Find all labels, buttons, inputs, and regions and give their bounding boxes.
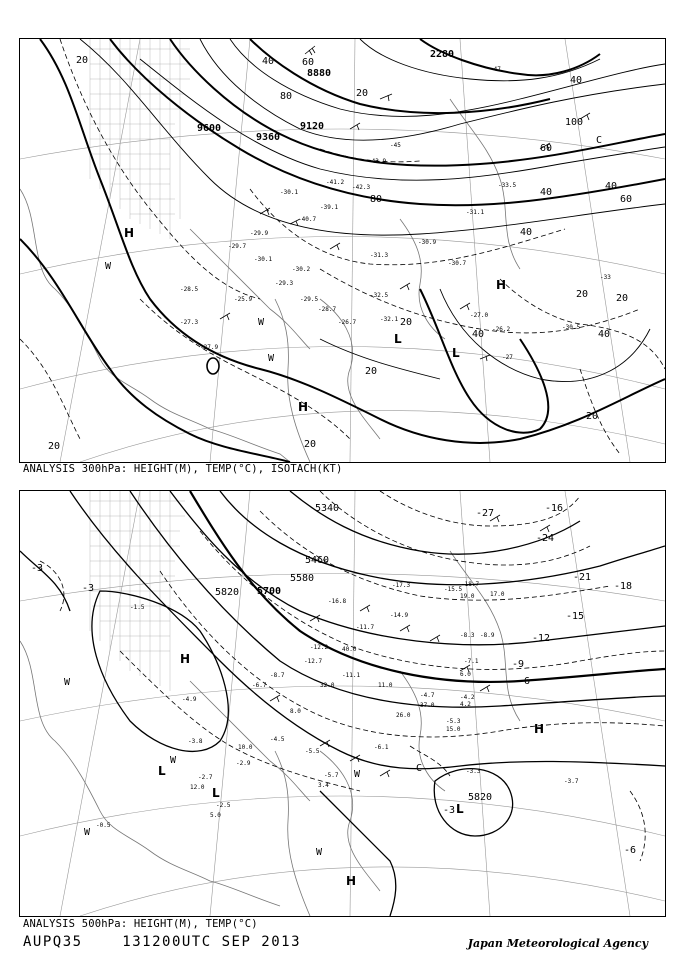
high-center: H <box>180 652 191 666</box>
temp-value: 8.0 <box>290 708 301 715</box>
temp-value: -42.3 <box>352 184 371 191</box>
isotach-label: 40 <box>520 227 533 238</box>
height-label: 5580 <box>290 573 315 584</box>
temp-value: -29.3 <box>275 280 294 287</box>
low-center: L <box>456 802 464 816</box>
height-label: 2280 <box>430 49 455 60</box>
temp-value: -2.9 <box>236 760 251 767</box>
temp-value: 17.0 <box>490 591 505 598</box>
temp-value: -12.2 <box>310 644 329 651</box>
height-contours <box>20 39 665 462</box>
isotach-label: 20 <box>576 289 589 300</box>
chart-code: AUPQ35 <box>23 934 83 950</box>
warm-center: W <box>354 769 361 780</box>
cold-center: C <box>596 135 603 146</box>
isotherm-label: -12 <box>532 633 551 644</box>
temp-value: -6.7 <box>252 682 267 689</box>
temp-value: -0.5 <box>96 822 111 829</box>
temp-value: -33.5 <box>498 182 517 189</box>
map-500hpa-canvas <box>20 491 665 916</box>
caption-300hpa: ANALYSIS 300hPa: HEIGHT(M), TEMP(°C), ISOTACH(KT) <box>23 463 343 475</box>
height-label: 9360 <box>256 132 281 143</box>
isotach-label: 20 <box>76 55 89 66</box>
temp-value: -6.1 <box>374 744 389 751</box>
temp-value: -7.1 <box>464 658 479 665</box>
temp-value: -43.9 <box>368 158 387 165</box>
temp-value: -5.7 <box>324 772 339 779</box>
isotherm-lines <box>20 39 665 454</box>
isotherm-label: -6 <box>518 676 531 687</box>
temp-value: -30.1 <box>280 189 299 196</box>
valid-time: 131200UTC SEP 2013 <box>122 934 302 950</box>
temp-value: -30.7 <box>448 260 467 267</box>
isotach-label: 80 <box>280 91 293 102</box>
temp-value: -11.7 <box>356 624 375 631</box>
temp-value: -45 <box>390 142 401 149</box>
temp-value: -26.7 <box>338 319 357 326</box>
temp-value: -29.5 <box>300 296 319 303</box>
temp-value: -16.8 <box>328 598 347 605</box>
height-label: 9120 <box>300 121 325 132</box>
agency-name: Japan Meteorological Agency <box>467 937 648 950</box>
temp-value: -26.2 <box>492 326 511 333</box>
temp-value: -4.5 <box>270 736 285 743</box>
high-center: H <box>346 874 357 888</box>
temp-value: -12.7 <box>304 658 323 665</box>
isotach-label: 20 <box>586 411 599 422</box>
temp-value: -28.7 <box>318 306 337 313</box>
isotach-label: 80 <box>370 194 383 205</box>
temp-value: 6.0 <box>460 671 471 678</box>
temp-value: -3.8 <box>188 738 203 745</box>
isotach-label: 40 <box>540 187 553 198</box>
caption-500hpa: ANALYSIS 500hPa: HEIGHT(M), TEMP(°C) <box>23 918 258 930</box>
warm-center: W <box>316 847 323 858</box>
temp-value: -47 <box>490 66 501 73</box>
temp-value: -27 <box>502 354 513 361</box>
temp-value: -31.3 <box>370 252 389 259</box>
temp-value: 32.0 <box>320 682 335 689</box>
high-center: H <box>496 278 507 292</box>
temp-value: -30.2 <box>292 266 311 273</box>
temp-value: -27.9 <box>200 344 219 351</box>
temp-value: -8.9 <box>480 632 495 639</box>
height-label: 5700 <box>257 586 282 597</box>
height-label: 5820 <box>468 792 493 803</box>
isotach-label: 20 <box>48 441 61 452</box>
low-center: L <box>452 346 460 360</box>
chart-identifier <box>23 934 301 950</box>
height-label: 5460 <box>305 555 330 566</box>
temp-value: -2.5 <box>216 802 231 809</box>
isotherm-label: -18 <box>614 581 633 592</box>
height-label: 9600 <box>197 123 222 134</box>
temp-value: 12.0 <box>190 784 205 791</box>
coastline <box>20 99 520 462</box>
temp-value: -5.3 <box>446 718 461 725</box>
temp-value: -32.1 <box>380 316 399 323</box>
isotach-label: 20 <box>304 439 317 450</box>
temp-value: 19.0 <box>460 593 475 600</box>
map-500hpa <box>19 490 666 917</box>
temp-value: -1.5 <box>130 604 145 611</box>
temp-value: -27.0 <box>470 312 489 319</box>
temp-value: -39.1 <box>320 204 339 211</box>
temp-value: 37.0 <box>420 702 435 709</box>
temp-value: -33 <box>600 274 611 281</box>
temp-value: -25.9 <box>234 296 253 303</box>
isotherm-label: -15 <box>566 611 585 622</box>
map-300hpa-canvas <box>20 39 665 462</box>
isotach-label: 20 <box>356 88 369 99</box>
isotherm-label: -27 <box>476 508 495 519</box>
isotach-label: 60 <box>620 194 633 205</box>
isotherm-label: -16 <box>545 503 564 514</box>
warm-center: W <box>84 827 91 838</box>
isotach-label: 40 <box>472 329 485 340</box>
temp-value: 15.0 <box>446 726 461 733</box>
graticule <box>20 39 665 462</box>
low-center: L <box>212 786 220 800</box>
temp-value: -4.2 <box>460 694 475 701</box>
temp-value: -3.3 <box>466 768 481 775</box>
isotherm-label: -3 <box>31 563 44 574</box>
temp-value: -2.7 <box>198 774 213 781</box>
temp-value: -27.3 <box>180 319 199 326</box>
warm-center: W <box>170 755 177 766</box>
temp-value: 26.0 <box>396 712 411 719</box>
temp-value: -17.3 <box>392 582 411 589</box>
high-center: H <box>298 400 309 414</box>
low-center: L <box>394 332 402 346</box>
isotherm-label: -3 <box>82 583 95 594</box>
temp-value: -28.5 <box>180 286 199 293</box>
isotherm-label: -9 <box>512 659 525 670</box>
isotach-label: 100 <box>565 117 584 128</box>
temp-value: 3.4 <box>318 782 329 789</box>
temp-value: -29.9 <box>250 230 269 237</box>
isotach-label: 40 <box>598 329 611 340</box>
terrain-hatch <box>90 39 190 239</box>
temp-value: -30.5 <box>562 324 581 331</box>
high-center: H <box>534 722 545 736</box>
temp-value: -3.7 <box>564 778 579 785</box>
isotach-label: 20 <box>365 366 378 377</box>
isotherm-label: -6 <box>624 845 637 856</box>
height-label: 5340 <box>315 503 340 514</box>
temp-value: -15.5 <box>444 586 463 593</box>
temp-value: -30.9 <box>418 239 437 246</box>
isotherm-label: -24 <box>536 533 555 544</box>
temp-value: -40.7 <box>298 216 317 223</box>
isotherm-label: -3 <box>443 805 456 816</box>
temp-value: 40.0 <box>342 646 357 653</box>
closed-contour <box>207 358 219 374</box>
temp-value: 5.0 <box>210 812 221 819</box>
warm-center: W <box>268 353 275 364</box>
temp-value: -14.9 <box>390 612 409 619</box>
temp-value: -30.1 <box>254 256 273 263</box>
warm-center: W <box>105 261 112 272</box>
height-label: 8880 <box>307 68 332 79</box>
temp-value: -18.7 <box>461 581 480 588</box>
temp-value: -4.7 <box>420 692 435 699</box>
height-labels <box>215 503 495 803</box>
temp-value: -32.5 <box>370 292 389 299</box>
isotach-label: 20 <box>400 317 413 328</box>
isotach-label: 60 <box>540 143 553 154</box>
low-center: L <box>158 764 166 778</box>
height-label: 5820 <box>215 587 240 598</box>
high-center: H <box>124 226 135 240</box>
temp-value: -29.7 <box>228 243 247 250</box>
isotach-label: 60 <box>302 57 315 68</box>
temp-value: -41.2 <box>326 179 345 186</box>
isotach-label: 40 <box>570 75 583 86</box>
temp-value: -31.1 <box>466 209 485 216</box>
warm-center: W <box>64 677 71 688</box>
temp-value: -11.1 <box>342 672 361 679</box>
temp-value: 11.0 <box>378 682 393 689</box>
temp-value: -5.5 <box>305 748 320 755</box>
isotach-label: 40 <box>605 181 618 192</box>
temp-value: -8.7 <box>270 672 285 679</box>
isotherm-label: -21 <box>573 572 592 583</box>
temp-value: -8.3 <box>460 632 475 639</box>
temp-value: 10.0 <box>238 744 253 751</box>
cold-center: C <box>416 763 423 774</box>
isotach-label: 40 <box>262 56 275 67</box>
warm-center: W <box>258 317 265 328</box>
temp-value: 4.2 <box>460 701 471 708</box>
isotach-label: 20 <box>616 293 629 304</box>
temp-value: -4.9 <box>182 696 197 703</box>
map-300hpa <box>19 38 666 463</box>
isotach-labels <box>48 55 632 452</box>
